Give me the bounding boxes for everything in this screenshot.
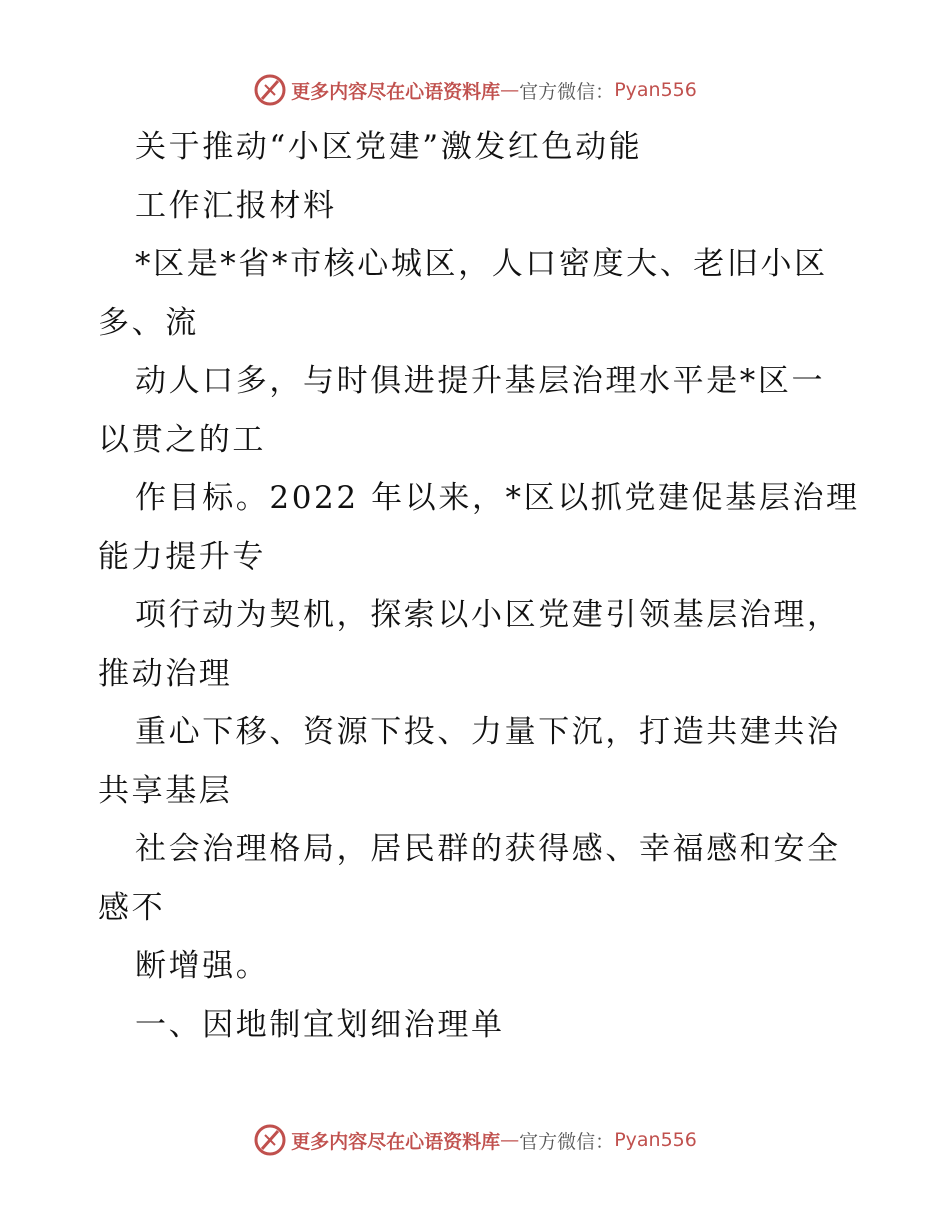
watermark-dash: — [500, 1129, 520, 1151]
document-line: 关于推动“小区党建”激发红色动能 [135, 129, 643, 165]
logo-icon [253, 1123, 287, 1157]
document-line: 以贯之的工 [98, 421, 266, 458]
document-line: 社会治理格局，居民群的获得感、幸福感和安全 [135, 831, 841, 867]
footer-watermark [0, 1120, 950, 1160]
document-line: 推动治理 [98, 655, 233, 692]
document-line: 共享基层 [98, 772, 233, 809]
logo-icon [253, 73, 287, 107]
document-line: 断增强。 [135, 948, 270, 984]
document-line: 工作汇报材料 [135, 187, 337, 224]
document-line: 感不 [98, 889, 166, 926]
header-watermark [0, 70, 950, 110]
document-line: 项行动为契机，探索以小区党建引领基层治理， [135, 597, 841, 633]
document-line: 多、流 [98, 304, 199, 341]
document-line: 能力提升专 [98, 538, 266, 575]
watermark-id: Pyan556 [614, 1129, 697, 1151]
watermark-id: Pyan556 [614, 79, 697, 101]
watermark-dash: — [500, 79, 520, 101]
document-line: 作目标。2022 年以来，*区以抓党建促基层治理 [135, 480, 860, 516]
watermark-label: 官方微信： [519, 1130, 615, 1153]
watermark-label: 官方微信： [519, 80, 615, 103]
watermark-text: 更多内容尽在心语资料库 [291, 80, 501, 103]
watermark-text: 更多内容尽在心语资料库 [291, 1130, 501, 1153]
document-line: 一、因地制宜划细治理单 [135, 1006, 505, 1043]
document-line: *区是*省*市核心城区，人口密度大、老旧小区 [135, 246, 828, 282]
document-line: 动人口多，与时俱进提升基层治理水平是*区一 [135, 363, 826, 399]
document-line: 重心下移、资源下投、力量下沉，打造共建共治 [135, 714, 841, 750]
document-body [98, 118, 858, 1054]
